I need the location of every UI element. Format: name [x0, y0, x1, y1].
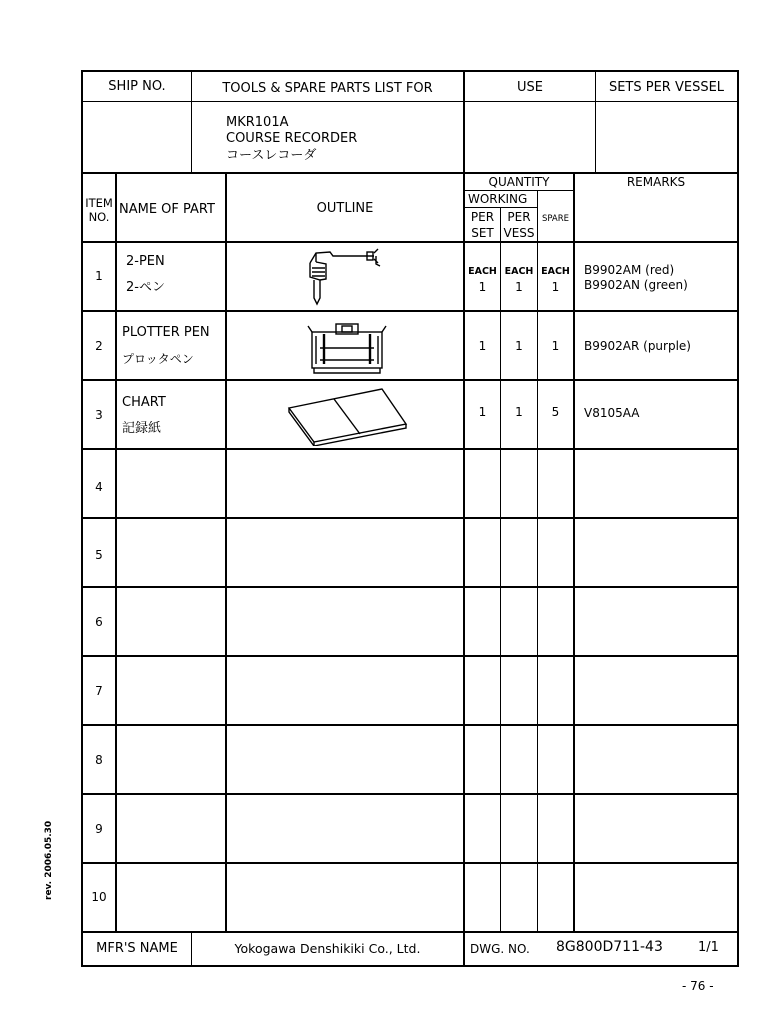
- part-name-jp: プロッタペン: [122, 352, 194, 366]
- qty-per-vess: 1: [515, 339, 523, 353]
- remarks-line1: B9902AR (purple): [584, 339, 691, 353]
- item-no: 3: [95, 408, 103, 422]
- part-name-jp: 2-ペン: [126, 280, 165, 295]
- model-number: MKR101A: [226, 115, 289, 130]
- dwg-no: 8G800D711-43: [556, 939, 663, 955]
- item-no: 4: [95, 480, 103, 494]
- part-name-jp: 記録紙: [122, 421, 162, 436]
- item-no: 9: [95, 822, 103, 836]
- revision-date: rev. 2006.05.30: [44, 820, 54, 900]
- name-of-part-header: NAME OF PART: [119, 202, 215, 217]
- qty-per-set: 1: [478, 339, 487, 353]
- outline-header: OUTLINE: [316, 201, 374, 216]
- ship-no-label: SHIP NO.: [108, 79, 166, 94]
- part-name-en: 2-PEN: [126, 254, 165, 269]
- qty-per-vess: 1: [515, 280, 523, 294]
- qty-spare: 1: [551, 280, 560, 294]
- item-no: 1: [95, 269, 103, 283]
- item-no-header-line1: ITEM: [85, 196, 113, 210]
- part-name-en: PLOTTER PEN: [122, 325, 210, 340]
- per-vess-header-line2: VESS: [503, 226, 535, 240]
- qty-per-set: 1: [478, 405, 487, 419]
- remarks-header: REMARKS: [626, 175, 686, 189]
- remarks-line2: B9902AN (green): [584, 278, 688, 292]
- per-vess-header: [501, 209, 537, 241]
- per-set-header: [465, 209, 500, 241]
- remarks-line1: B9902AM (red): [584, 263, 675, 277]
- part-name-en: CHART: [122, 395, 166, 410]
- sets-per-vessel-label: SETS PER VESSEL: [608, 80, 725, 95]
- per-set-header-line2: SET: [471, 226, 494, 240]
- item-no-header-line2: NO.: [88, 210, 110, 224]
- two-pen-outline-drawing: [300, 244, 390, 308]
- chart-paper-outline-drawing: [286, 386, 412, 446]
- item-no: 2: [95, 339, 103, 353]
- item-no: 8: [95, 753, 103, 767]
- item-no: 7: [95, 684, 103, 698]
- working-header: WORKING: [468, 192, 528, 206]
- page-number: - 76 -: [682, 979, 714, 993]
- qty-spare: 1: [551, 339, 560, 353]
- item-no-header: [82, 196, 116, 224]
- unit-spare: EACH: [541, 266, 570, 277]
- unit-per-vess: EACH: [504, 266, 534, 277]
- mfr-name: Yokogawa Denshikiki Co., Ltd.: [234, 941, 421, 956]
- per-set-header-line1: PER: [470, 210, 495, 224]
- plotter-pen-outline-drawing: [302, 318, 392, 378]
- unit-per-set: EACH: [468, 266, 497, 277]
- product-name-jp: コースレコーダ: [226, 148, 317, 163]
- product-name-en: COURSE RECORDER: [226, 131, 358, 146]
- sheet-number: 1/1: [698, 940, 719, 955]
- use-label: USE: [517, 80, 543, 95]
- spare-header: SPARE: [541, 214, 570, 224]
- mfr-name-label: MFR'S NAME: [96, 941, 178, 956]
- remarks-line1: V8105AA: [584, 406, 640, 420]
- qty-per-set: 1: [478, 280, 487, 294]
- qty-spare: 5: [551, 405, 560, 419]
- item-no: 10: [91, 890, 107, 904]
- quantity-header: QUANTITY: [488, 175, 550, 189]
- tools-label: TOOLS & SPARE PARTS LIST FOR: [222, 81, 433, 96]
- qty-per-vess: 1: [515, 405, 523, 419]
- per-vess-header-line1: PER: [507, 210, 531, 224]
- item-no: 5: [95, 548, 103, 562]
- item-no: 6: [95, 615, 103, 629]
- dwg-no-label: DWG. NO.: [470, 942, 530, 956]
